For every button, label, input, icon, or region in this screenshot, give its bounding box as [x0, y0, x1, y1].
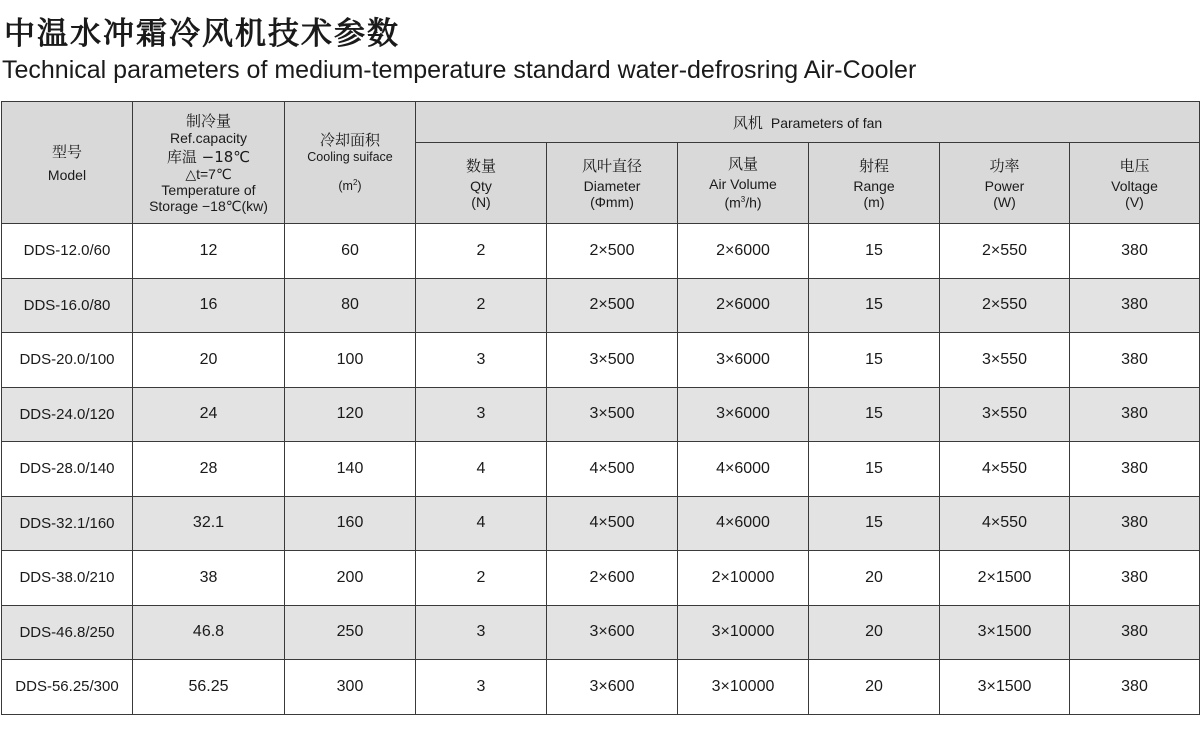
cell-range: 15 [809, 224, 940, 279]
cell-capacity: 12 [133, 224, 285, 279]
header-qty-en: Qty [470, 177, 492, 194]
cell-diameter: 2×600 [547, 551, 678, 606]
cell-qty: 4 [416, 442, 547, 497]
header-range [809, 143, 940, 224]
cell-power: 2×550 [940, 278, 1070, 333]
table-row [2, 278, 1200, 333]
table-row [2, 333, 1200, 388]
header-capacity [133, 102, 285, 224]
cell-range: 20 [809, 551, 940, 606]
header-fan-group [416, 102, 1200, 143]
header-diameter [547, 143, 678, 224]
cell-range: 15 [809, 333, 940, 388]
header-power-cn: 功率 [989, 156, 1020, 175]
table-row [2, 442, 1200, 497]
header-diameter-cn: 风叶直径 [581, 156, 642, 175]
cell-capacity: 20 [133, 333, 285, 388]
header-model-cn: 型号 [51, 142, 82, 161]
cell-range: 15 [809, 496, 940, 551]
cell-area: 100 [285, 333, 416, 388]
spec-table [1, 101, 1200, 715]
header-cooling-cn: 冷却面积 [319, 130, 380, 149]
cell-voltage: 380 [1070, 278, 1200, 333]
header-power-unit: (W) [993, 193, 1016, 210]
cell-power: 2×550 [940, 224, 1070, 279]
header-diameter-unit: (Φmm) [590, 193, 634, 210]
cell-diameter: 3×500 [547, 333, 678, 388]
cell-power: 3×550 [940, 387, 1070, 442]
page-title-cn: 中温水冲霜冷风机技术参数 [4, 16, 400, 52]
cell-air-volume: 3×10000 [678, 660, 809, 715]
cell-area: 200 [285, 551, 416, 606]
cell-model: DDS-38.0/210 [2, 551, 133, 606]
cell-range: 15 [809, 278, 940, 333]
cell-diameter: 3×600 [547, 605, 678, 660]
cell-diameter: 3×600 [547, 660, 678, 715]
cell-qty: 3 [416, 605, 547, 660]
header-capacity-storage-kw: Storage −18℃(kw) [149, 197, 268, 214]
header-capacity-storage-temp: 库温 −18℃ [166, 147, 251, 166]
header-range-cn: 射程 [858, 156, 889, 175]
header-voltage [1070, 143, 1200, 224]
cell-area: 250 [285, 605, 416, 660]
header-diameter-en: Diameter [583, 177, 641, 194]
cell-capacity: 56.25 [133, 660, 285, 715]
cell-area: 140 [285, 442, 416, 497]
cell-capacity: 32.1 [133, 496, 285, 551]
header-qty-cn: 数量 [465, 156, 496, 175]
cell-model: DDS-28.0/140 [2, 442, 133, 497]
cell-model: DDS-12.0/60 [2, 224, 133, 279]
cell-air-volume: 3×10000 [678, 605, 809, 660]
cell-diameter: 2×500 [547, 278, 678, 333]
cell-qty: 3 [416, 333, 547, 388]
header-fan-cn: 风机 [732, 113, 763, 132]
header-cooling-en: Cooling suiface [307, 149, 393, 164]
cell-area: 160 [285, 496, 416, 551]
cell-power: 3×550 [940, 333, 1070, 388]
cell-model: DDS-24.0/120 [2, 387, 133, 442]
cell-area: 60 [285, 224, 416, 279]
cell-voltage: 380 [1070, 551, 1200, 606]
cell-model: DDS-20.0/100 [2, 333, 133, 388]
cell-capacity: 38 [133, 551, 285, 606]
cell-qty: 2 [416, 551, 547, 606]
cell-qty: 3 [416, 660, 547, 715]
header-range-unit: (m) [863, 193, 885, 210]
header-capacity-temp-of: Temperature of [161, 181, 256, 198]
cell-capacity: 24 [133, 387, 285, 442]
header-cooling-area [285, 102, 416, 224]
header-range-en: Range [853, 177, 895, 194]
header-model-en: Model [47, 166, 87, 183]
cell-model: DDS-32.1/160 [2, 496, 133, 551]
page-title-en: Technical parameters of medium-temperature standard water-defrosring Air-Cooler [2, 56, 917, 84]
cell-range: 20 [809, 660, 940, 715]
header-cooling-unit: $(m^2)$ [338, 177, 362, 194]
table-row [2, 551, 1200, 606]
cell-air-volume: 2×6000 [678, 224, 809, 279]
cell-power: 3×1500 [940, 605, 1070, 660]
header-voltage-cn: 电压 [1119, 156, 1150, 175]
header-qty-unit: (N) [471, 193, 491, 210]
cell-voltage: 380 [1070, 496, 1200, 551]
cell-power: 4×550 [940, 496, 1070, 551]
cell-range: 15 [809, 387, 940, 442]
cell-capacity: 16 [133, 278, 285, 333]
cell-model: DDS-46.8/250 [2, 605, 133, 660]
cell-air-volume: 4×6000 [678, 496, 809, 551]
table-row [2, 496, 1200, 551]
table-row [2, 660, 1200, 715]
cell-range: 20 [809, 605, 940, 660]
cell-capacity: 46.8 [133, 605, 285, 660]
cell-model: DDS-56.25/300 [2, 660, 133, 715]
header-capacity-cn: 制冷量 [185, 111, 231, 130]
cell-voltage: 380 [1070, 224, 1200, 279]
cell-air-volume: 3×6000 [678, 333, 809, 388]
header-power-en: Power [984, 177, 1025, 194]
cell-power: 4×550 [940, 442, 1070, 497]
cell-voltage: 380 [1070, 333, 1200, 388]
cell-area: 300 [285, 660, 416, 715]
header-voltage-unit: (V) [1125, 193, 1144, 210]
cell-qty: 3 [416, 387, 547, 442]
cell-qty: 4 [416, 496, 547, 551]
header-voltage-en: Voltage [1111, 177, 1158, 194]
header-power [940, 143, 1070, 224]
cell-diameter: 3×500 [547, 387, 678, 442]
table-row [2, 387, 1200, 442]
cell-diameter: 2×500 [547, 224, 678, 279]
cell-power: 3×1500 [940, 660, 1070, 715]
header-air-volume-en: Air Volume [709, 176, 777, 193]
cell-voltage: 380 [1070, 442, 1200, 497]
cell-air-volume: 3×6000 [678, 387, 809, 442]
header-air-volume-unit: $(m^3/h)$ [724, 194, 762, 211]
cell-voltage: 380 [1070, 387, 1200, 442]
cell-range: 15 [809, 442, 940, 497]
table-row [2, 605, 1200, 660]
header-capacity-delta-t: △t=7℃ [185, 165, 232, 182]
table-row [2, 224, 1200, 279]
cell-capacity: 28 [133, 442, 285, 497]
cell-area: 120 [285, 387, 416, 442]
header-capacity-en: Ref.capacity [169, 129, 248, 146]
cell-air-volume: 2×10000 [678, 551, 809, 606]
cell-voltage: 380 [1070, 605, 1200, 660]
cell-area: 80 [285, 278, 416, 333]
cell-air-volume: 2×6000 [678, 278, 809, 333]
header-qty [416, 143, 547, 224]
cell-air-volume: 4×6000 [678, 442, 809, 497]
cell-model: DDS-16.0/80 [2, 278, 133, 333]
cell-diameter: 4×500 [547, 442, 678, 497]
header-air-volume [678, 143, 809, 224]
cell-diameter: 4×500 [547, 496, 678, 551]
cell-qty: 2 [416, 224, 547, 279]
cell-voltage: 380 [1070, 660, 1200, 715]
cell-qty: 2 [416, 278, 547, 333]
header-air-volume-cn: 风量 [727, 155, 758, 174]
header-model [2, 102, 133, 224]
header-fan-en: Parameters of fan [770, 114, 883, 131]
cell-power: 2×1500 [940, 551, 1070, 606]
